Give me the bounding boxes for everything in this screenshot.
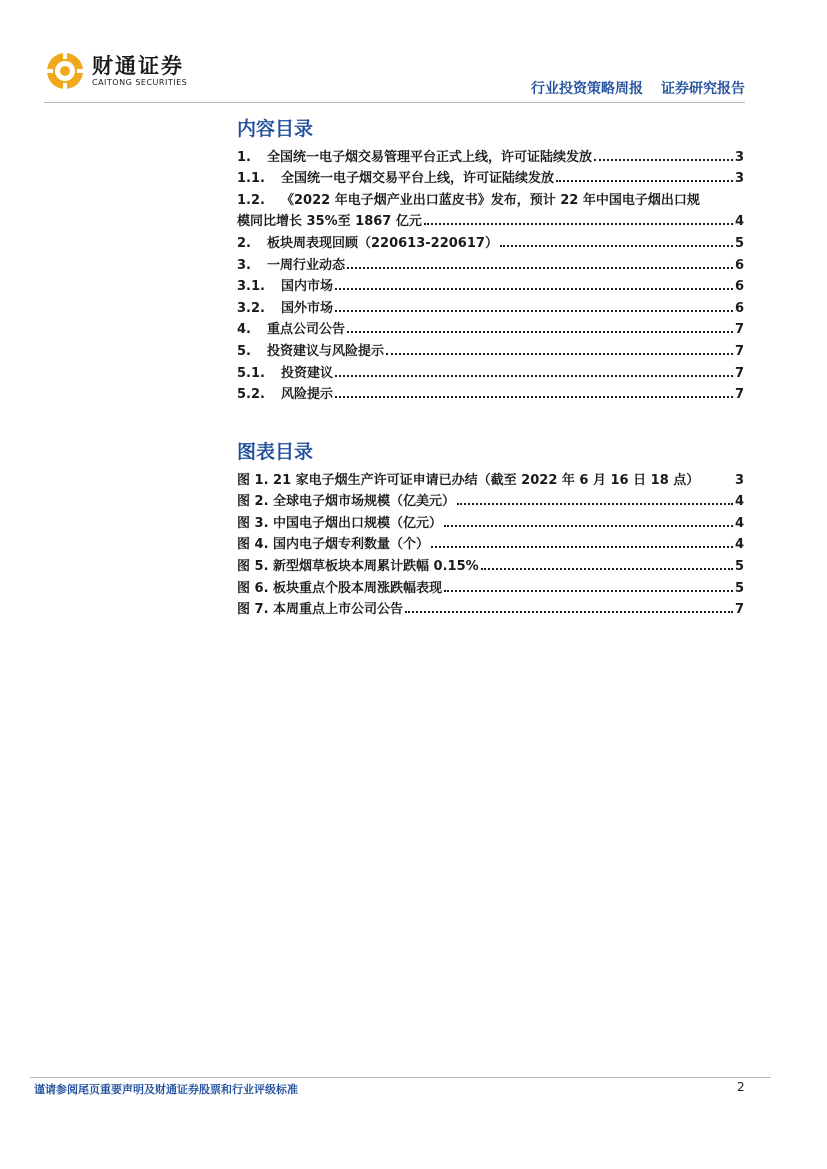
toc-entry-title: 一周行业动态 [267, 257, 346, 273]
header-divider [44, 102, 745, 103]
toc-entry-title: 风险提示 [281, 387, 334, 403]
toc-entry-number: 1.1. [237, 171, 265, 187]
toc-entry-page: 7 [734, 365, 744, 381]
toc-entry-page: 4 [734, 214, 744, 230]
toc-leader [500, 245, 733, 247]
footer-divider [30, 1077, 771, 1078]
toc-entry-page: 6 [734, 279, 744, 295]
figure-entry-title: 图 2. 全球电子烟市场规模（亿美元） [237, 494, 456, 510]
figure-entry[interactable] [237, 509, 744, 531]
company-logo [44, 50, 187, 92]
toc-entry-number: 3.2. [237, 300, 265, 316]
figure-entry-page: 4 [734, 537, 744, 553]
toc-leader [424, 223, 733, 225]
toc-leader [556, 180, 733, 182]
toc-entry-number: 4. [237, 322, 251, 338]
figure-entry-title: 图 5. 新型烟草板块本周累计跌幅 0.15% [237, 558, 479, 574]
toc-entry-number: 3.1. [237, 279, 265, 295]
toc-entry-page: 3 [734, 171, 744, 187]
figure-entry-title: 图 6. 板块重点个股本周涨跌幅表现 [237, 580, 443, 596]
figure-entry-page: 4 [734, 494, 744, 510]
toc-entry-title: 全国统一电子烟交易平台上线，许可证陆续发放 [281, 171, 555, 187]
toc-entry-page: 5 [734, 235, 744, 251]
toc-entry-page: 7 [734, 387, 744, 403]
toc-leader [335, 288, 733, 290]
toc-entry-number: 1.2. [237, 192, 265, 208]
toc-entry-number: 5.1. [237, 365, 265, 381]
toc-leader [444, 590, 733, 592]
toc-leader [431, 546, 733, 548]
toc-entry[interactable] [237, 381, 744, 403]
figure-entry[interactable] [237, 596, 744, 618]
report-header [531, 78, 745, 98]
figures-list [237, 466, 744, 617]
toc-leader [335, 310, 733, 312]
footer-disclaimer[interactable]: 谨请参阅尾页重要声明及财通证券股票和行业评级标准 [34, 1083, 298, 1096]
caitong-logo-icon [44, 50, 86, 92]
toc-entry-page: 7 [734, 343, 744, 359]
toc-entry-title: 国外市场 [281, 300, 334, 316]
toc-leader [457, 503, 733, 505]
contents-list [237, 143, 744, 402]
toc-entry-title: 模同比增长 35%至 1867 亿元 [237, 214, 422, 230]
toc-leader [481, 568, 733, 570]
toc-leader [594, 159, 733, 161]
figure-entry-page: 7 [734, 602, 744, 618]
figure-entry-page: 4 [734, 515, 744, 531]
page-number: 2 [737, 1080, 745, 1094]
figure-entry-page: 3 [734, 472, 744, 488]
toc-entry[interactable] [237, 359, 744, 381]
toc-entry[interactable] [237, 294, 744, 316]
toc-entry[interactable] [237, 251, 744, 273]
figures-title: 图表目录 [237, 441, 314, 463]
toc-entry-page: 7 [734, 322, 744, 338]
toc-entry-number: 5. [237, 343, 251, 359]
figure-entry-title: 图 7. 本周重点上市公司公告 [237, 602, 404, 618]
figure-entry-page: 5 [734, 558, 744, 574]
figure-entry-title: 图 3. 中国电子烟出口规模（亿元） [237, 515, 443, 531]
figure-entry[interactable] [237, 552, 744, 574]
toc-entry-title: 国内市场 [281, 279, 334, 295]
toc-entry-title: 板块周表现回顾（220613-220617） [267, 235, 498, 251]
figure-entry[interactable] [237, 574, 744, 596]
toc-entry[interactable] [237, 165, 744, 187]
toc-entry-number: 2. [237, 235, 251, 251]
toc-entry-title: 投资建议 [281, 365, 334, 381]
toc-leader [405, 611, 733, 613]
logo-english-name: CAITONG SECURITIES [92, 78, 188, 87]
figure-entry-page: 5 [734, 580, 744, 596]
figure-entry-title: 图 4. 国内电子烟专利数量（个） [237, 537, 430, 553]
toc-entry-number: 3. [237, 257, 251, 273]
toc-leader [386, 353, 733, 355]
toc-entry-page: 6 [734, 257, 744, 273]
logo-chinese-name: 财通证券 [92, 54, 184, 78]
toc-entry-number: 5.2. [237, 387, 265, 403]
toc-entry[interactable] [237, 186, 744, 229]
toc-entry[interactable] [237, 337, 744, 359]
figure-entry[interactable] [237, 531, 744, 553]
toc-leader [335, 375, 733, 377]
toc-entry[interactable] [237, 229, 744, 251]
toc-entry-page: 3 [734, 149, 744, 165]
toc-leader [335, 396, 733, 398]
toc-entry[interactable] [237, 316, 744, 338]
toc-leader [347, 331, 733, 333]
toc-entry[interactable] [237, 273, 744, 295]
figure-entry[interactable] [237, 488, 744, 510]
toc-leader [347, 267, 733, 269]
report-category: 证券研究报告 [661, 81, 745, 97]
toc-entry-number: 1. [237, 149, 251, 165]
toc-entry-title: 投资建议与风险提示 [267, 343, 385, 359]
report-type: 行业投资策略周报 [531, 81, 643, 97]
toc-entry-title: 重点公司公告 [267, 322, 346, 338]
figure-entry[interactable] [237, 466, 744, 488]
figure-entry-title: 图 1. 21 家电子烟生产许可证申请已办结（截至 2022 年 6 月 16 日 18 点） [237, 472, 700, 488]
contents-title: 内容目录 [237, 118, 314, 140]
toc-entry-page: 6 [734, 300, 744, 316]
toc-entry-title-line1: 《2022 年电子烟产业出口蓝皮书》发布，预计 22 年中国电子烟出口规 [281, 192, 700, 208]
toc-entry[interactable] [237, 143, 744, 165]
toc-leader [444, 525, 733, 527]
toc-entry-title: 全国统一电子烟交易管理平台正式上线，许可证陆续发放 [267, 149, 593, 165]
